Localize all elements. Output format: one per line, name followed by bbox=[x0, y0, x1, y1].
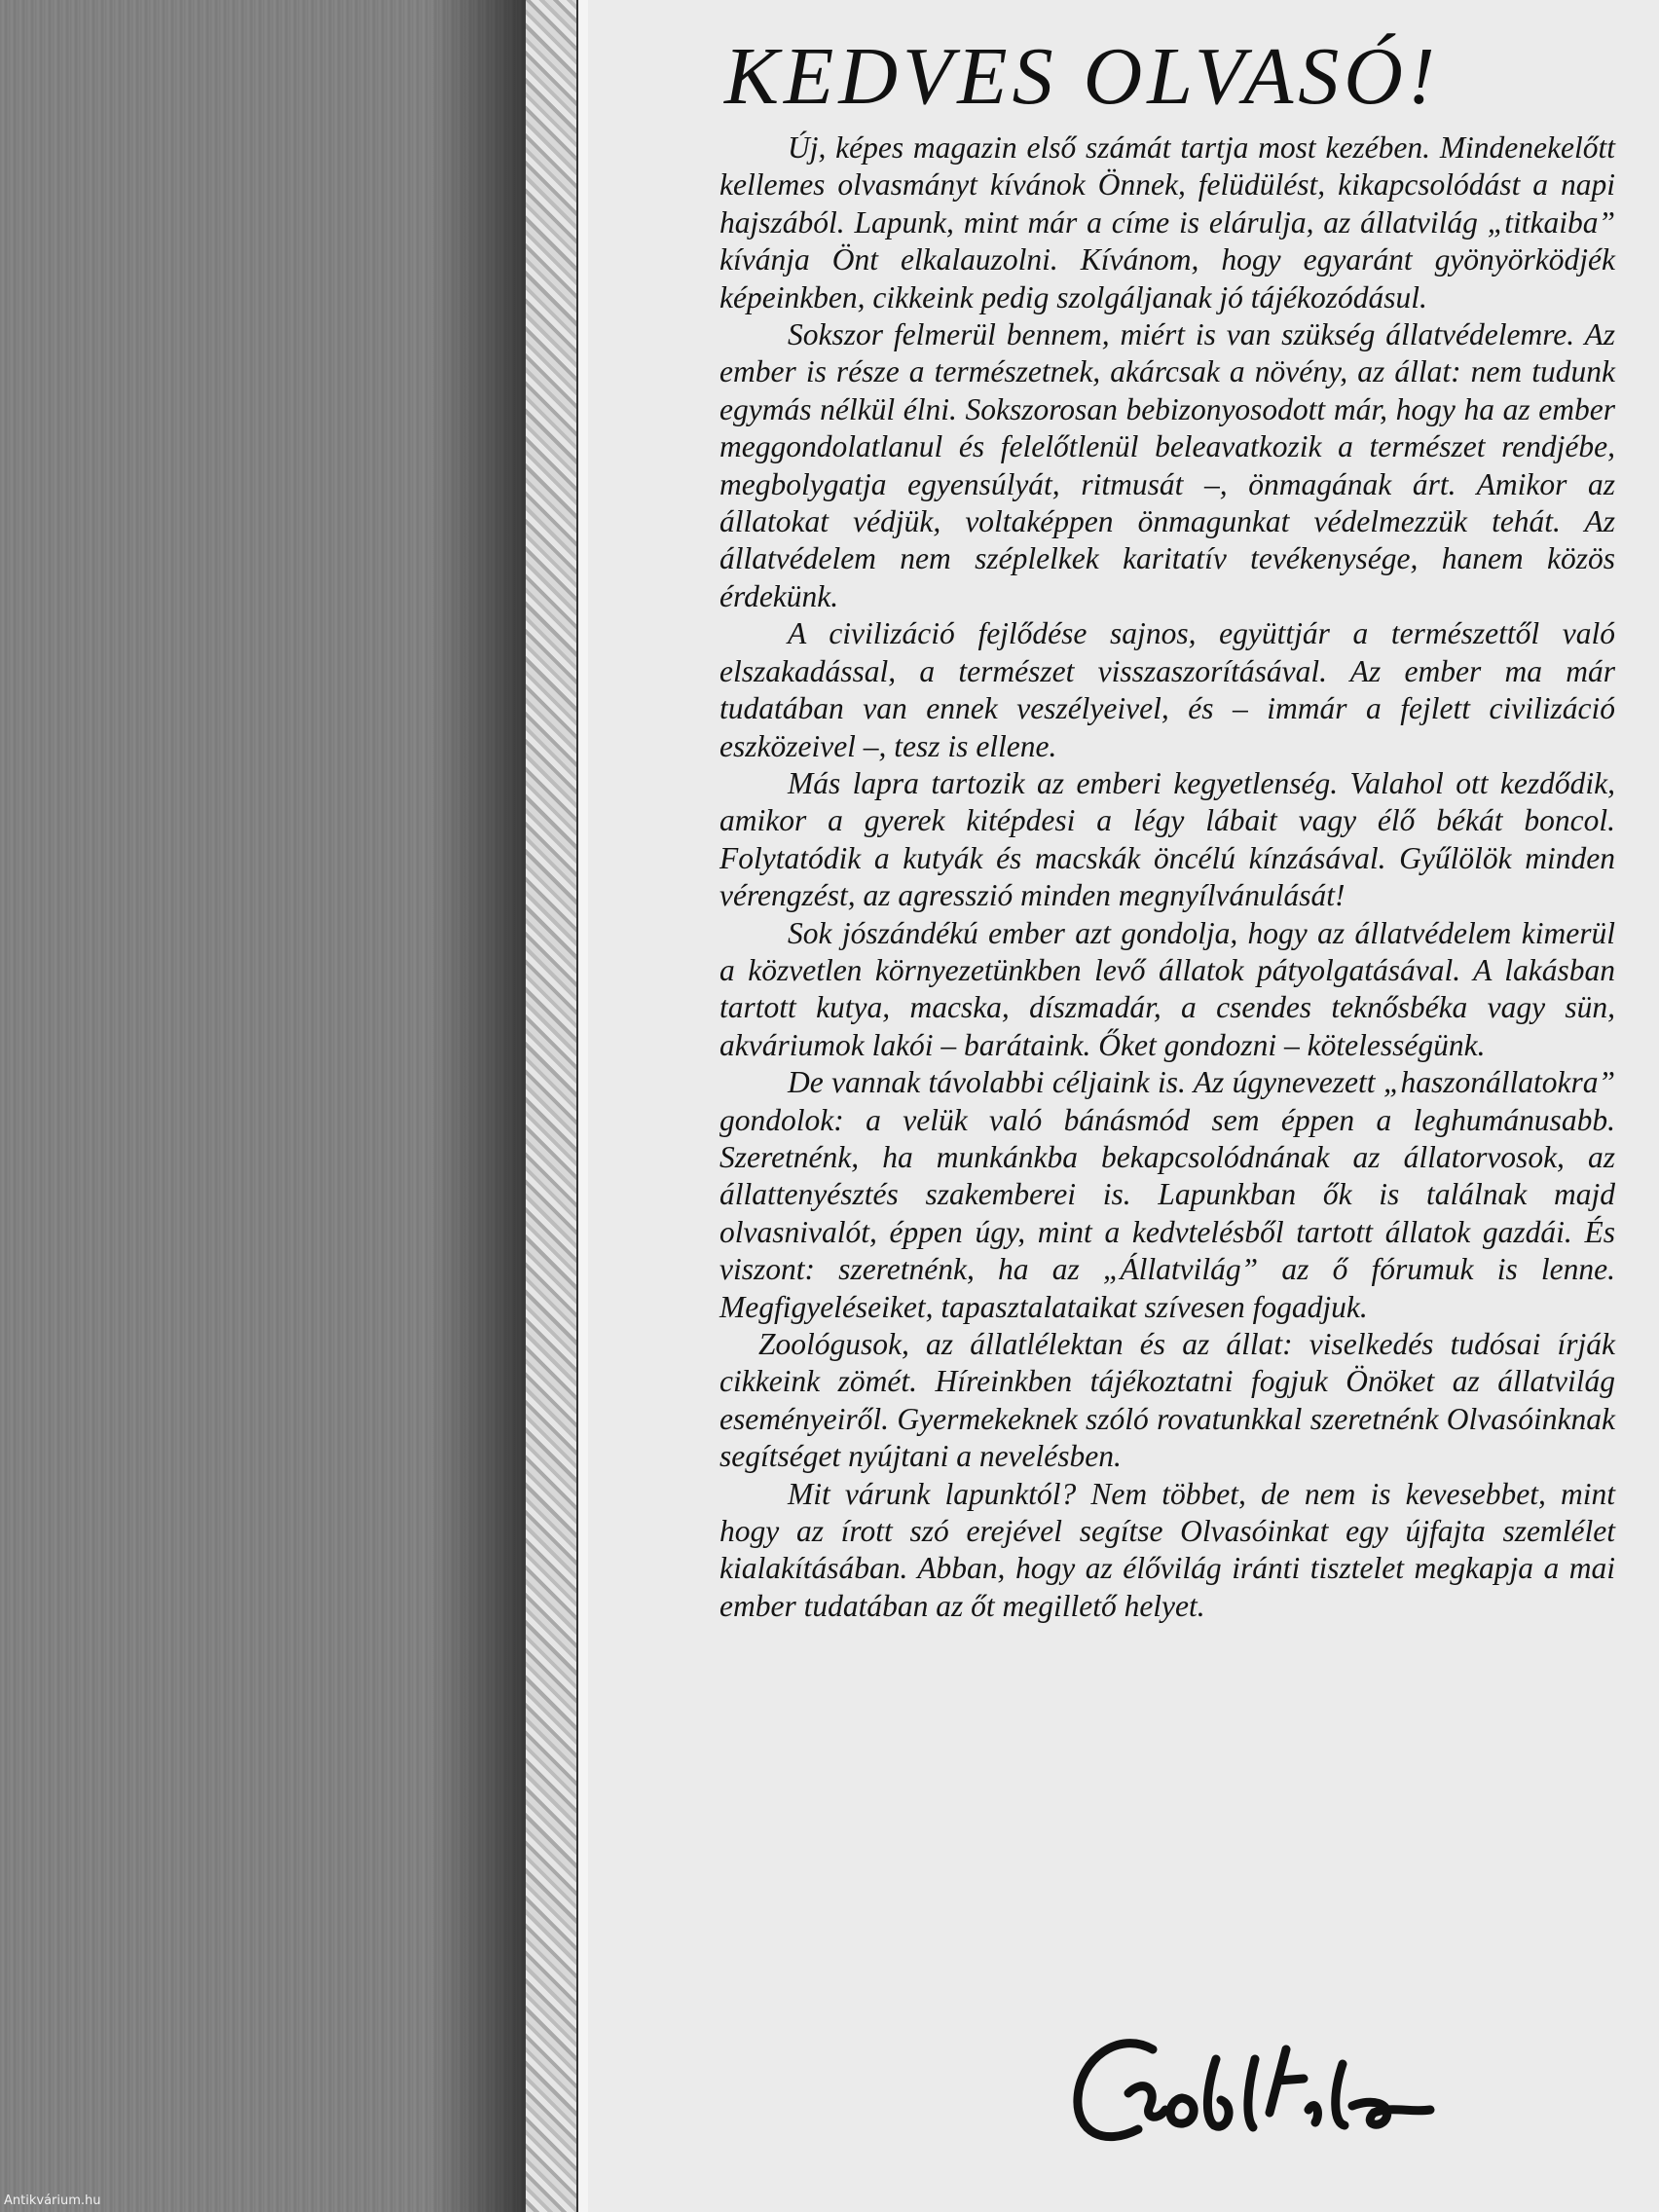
watermark-text: Antikvárium.hu bbox=[4, 2194, 101, 2208]
book-spine bbox=[526, 0, 579, 2212]
handwritten-signature bbox=[1060, 2020, 1450, 2176]
paragraph-3: A civilizáció fejlődése sajnos, együttjár a természettől való elszakadással, a természet visszaszorításával. Az ember ma már tudatában van ennek veszélyeivel, és – immár a fejlett civilizáció eszközeivel –, tesz is ellene. bbox=[719, 616, 1615, 763]
editorial-body bbox=[719, 129, 1615, 1625]
binding-shadow bbox=[428, 0, 535, 2212]
paragraph-1: Új, képes magazin első számát tartja most kezében. Mindenekelőtt kellemes olvasmányt kívánok Önnek, felüdülést, kikapcsolódást a napi hajszából. Lapunk, mint már a címe is elárulja, az állatvilág „titkaiba” kívánja Önt elkalauzolni. Kívánom, hogy egyaránt gyönyörködjék képeinkben, cikkeink pedig szolgáljanak jó tájékozódásul. bbox=[719, 130, 1615, 314]
paragraph-7: Zoológusok, az állatlélektan és az állat: viselkedés tudósai írják cikkeink zömét. Híreinkben tájékoztatni fogjuk Önöket az állatvilág eseményeiről. Gyermekeknek szóló rovatunkkal szeretnénk Olvasóinknak segítséget nyújtani a nevelésben. bbox=[719, 1327, 1615, 1474]
paragraph-6: De vannak távolabbi céljaink is. Az úgynevezett „haszonállatokra” gondolok: a velük való bánásmód sem éppen a leghumánusabb. Szeretnénk, ha munkánkba bekapcsolódnának az állatorvosok, az állattenyésztés szakemberei is. Lapunkban ők is találnak majd olvasnivalót, éppen úgy, mint a kedvtelésből tartott állatok gazdái. És viszont: szeretnénk, ha az „Állatvilág” az ő fórumuk is lenne. Megfigyeléseiket, tapasztalataikat szívesen fogadjuk. bbox=[719, 1065, 1615, 1324]
page-title: KEDVES OLVASÓ! bbox=[724, 31, 1440, 122]
paragraph-5: Sok jószándékú ember azt gondolja, hogy az állatvédelem kimerül a közvetlen környezetünkben levő állatok pátyolgatásával. A lakásban tartott kutya, macska, díszmadár, a csendes teknősbéka vagy sün, akváriumok lakói – barátaink. Őket gondozni – kötelességünk. bbox=[719, 915, 1615, 1062]
paragraph-4: Más lapra tartozik az emberi kegyetlenség. Valahol ott kezdődik, amikor a gyerek kitépdesi a légy lábait vagy élő békát boncol. Folytatódik a kutyák és macskák öncélú kínzásával. Gyűlölök minden vérengzést, az agresszió minden megnyílvánulását! bbox=[719, 765, 1615, 913]
magazine-page bbox=[588, 0, 1659, 2212]
paragraph-8: Mit várunk lapunktól? Nem többet, de nem is kevesebbet, mint hogy az írott szó erejével segítse Olvasóinkat egy újfajta szemlélet kialakításában. Abban, hogy az élővilág iránti tisztelet megkapja a mai ember tudatában az őt megillető helyet. bbox=[719, 1476, 1615, 1623]
paragraph-2: Sokszor felmerül bennem, miért is van szükség állatvédelemre. Az ember is része a természetnek, akárcsak a növény, az állat: nem tudunk egymás nélkül élni. Sokszorosan bebizonyosodott már, hogy ha az ember meggondolatlanul és felelőtlenül beleavatkozik a természet rendjébe, megbolygatja egyensúlyát, ritmusát –, önmagának árt. Amikor az állatokat védjük, voltaképpen önmagunkat védelmezzük tehát. Az állatvédelem nem széplelkek karitatív tevékenysége, hanem közös érdekünk. bbox=[719, 317, 1615, 613]
